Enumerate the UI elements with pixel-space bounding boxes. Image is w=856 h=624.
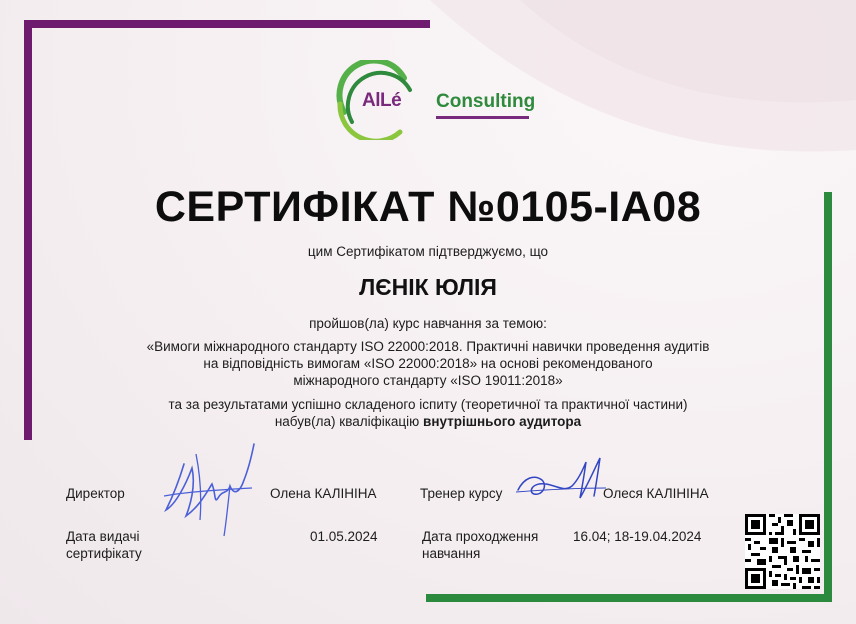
director-label: Директор (66, 486, 125, 501)
training-date-label-line: Дата проходження (422, 529, 539, 544)
issue-date-label-line: сертифікату (66, 546, 142, 561)
logo-mark-text: AlLé (362, 90, 402, 111)
topic-line: «Вимоги міжнародного стандарту ISO 22000:2018. Практичні навички проведення аудитів (146, 339, 710, 354)
company-logo (330, 60, 540, 140)
logo-name: Consulting (436, 91, 536, 112)
topic-line: на відповідність вимогам «ISO 22000:2018» на основі рекомендованого (203, 356, 653, 371)
trainer-name: Олеся КАЛІНІНА (603, 486, 709, 501)
qr-code-icon (745, 514, 820, 589)
issue-date-value: 01.05.2024 (310, 529, 378, 544)
issue-date-label-line: Дата видачі (66, 529, 140, 544)
trainer-label: Тренер курсу (420, 486, 503, 501)
trainer-signature (512, 452, 610, 506)
qualification-line (0, 414, 856, 429)
qualification-title: внутрішнього аудитора (423, 414, 582, 429)
issue-date-label (66, 528, 142, 562)
training-date-label (422, 528, 538, 562)
confirm-line: цим Сертифікатом підтверджуємо, що (307, 244, 549, 259)
director-signature (156, 424, 261, 540)
purple-frame-top (24, 20, 430, 28)
director-name: Олена КАЛІНІНА (270, 486, 377, 501)
result-line: та за результатами успішно складеного іспиту (теоретичної та практичної частини) (168, 397, 688, 412)
logo-underline (436, 116, 529, 119)
course-intro: пройшов(ла) курс навчання за темою: (309, 316, 547, 331)
training-date-value: 16.04; 18-19.04.2024 (573, 529, 702, 544)
green-frame-bottom (426, 594, 832, 602)
recipient-name: ЛЄНІК ЮЛІЯ (359, 274, 497, 300)
training-date-label-line: навчання (422, 546, 481, 561)
certificate-title: СЕРТИФІКАТ №0105-IA08 (154, 183, 702, 231)
qualification-prefix: набув(ла) кваліфікацію (274, 414, 424, 429)
course-topic (110, 338, 746, 389)
topic-line: міжнародного стандарту «ISO 19011:2018» (293, 373, 563, 388)
